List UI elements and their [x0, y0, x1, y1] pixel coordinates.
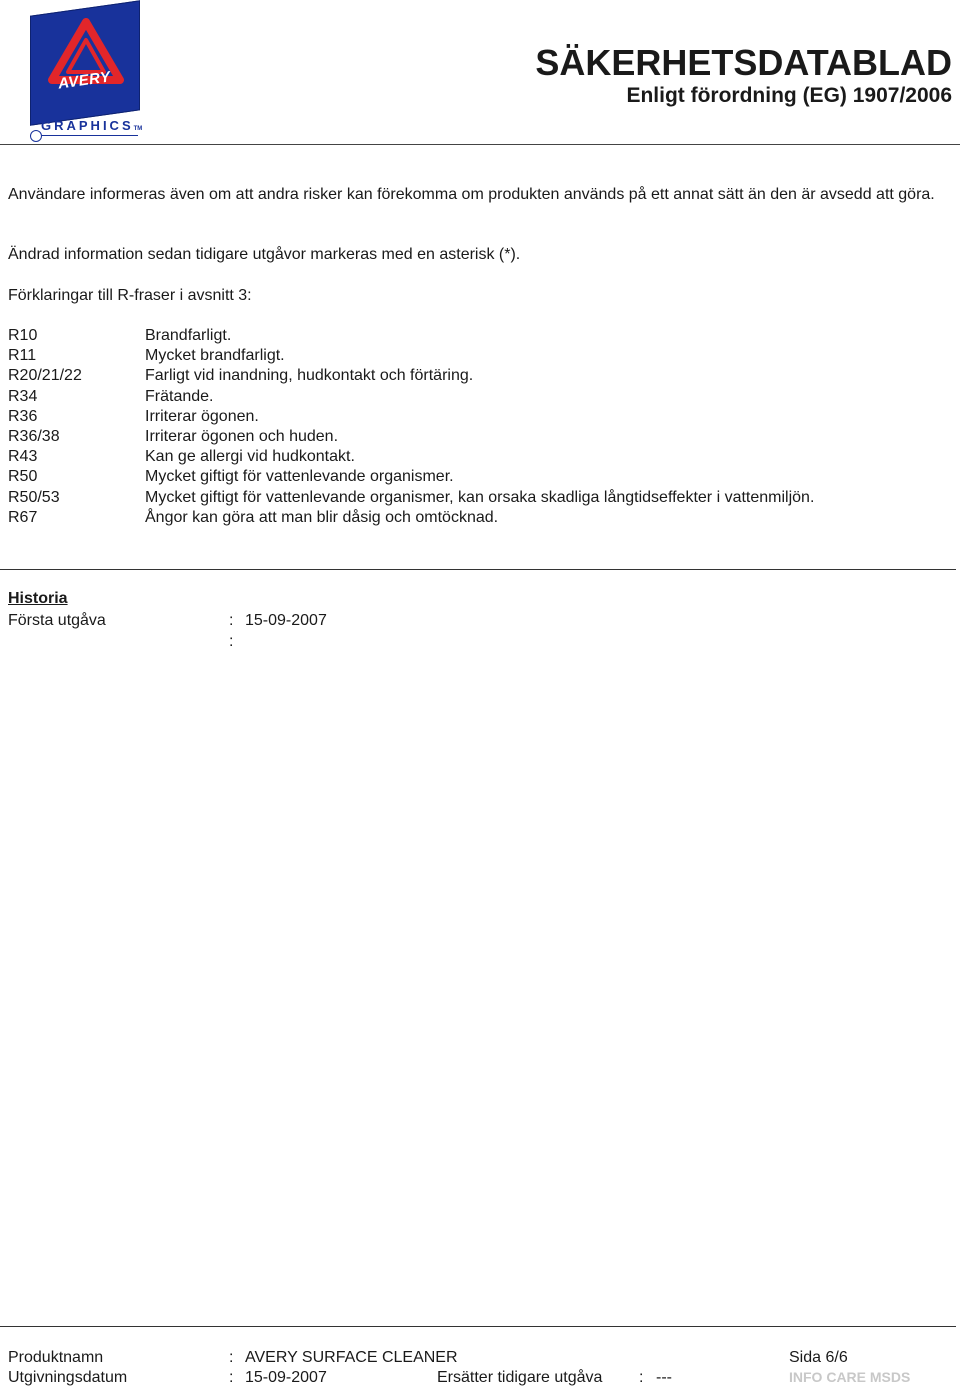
logo-graphics-text: GRAPHICSTM [41, 118, 143, 133]
r-phrase-code: R10 [8, 327, 38, 344]
first-edition-label: Första utgåva [8, 612, 106, 629]
r-phrase-text: Brandfarligt. [145, 327, 232, 344]
r-phrase-text: Mycket giftigt för vattenlevande organismer. [145, 468, 454, 486]
r-phrase-row [8, 447, 952, 467]
footer-product-colon: : [229, 1349, 234, 1366]
r-phrase-text: Farligt vid inandning, hudkontakt och förtäring. [145, 367, 474, 385]
r-phrase-row [8, 407, 952, 427]
r-phrase-text: Irriterar ögonen. [145, 407, 259, 425]
risk-notice-paragraph: Användare informeras även om att andra risker kan förekomma om produkten används på ett annat sätt än den är avsedd att göra. [8, 186, 935, 203]
footer-replaces-colon: : [639, 1369, 644, 1386]
r-phrase-row [8, 508, 952, 528]
footer-replaces-label: Ersätter tidigare utgåva [437, 1369, 603, 1386]
r-phrase-row [8, 387, 952, 407]
triangle-logo-icon [44, 18, 128, 102]
regulation-subtitle: Enligt förordning (EG) 1907/2006 [626, 84, 952, 107]
r-phrase-code: R43 [8, 448, 38, 466]
footer-issue-label: Utgivningsdatum [8, 1369, 128, 1386]
r-phrase-code: R50/53 [8, 488, 60, 506]
footer-replaces-value: --- [656, 1369, 672, 1386]
empty-field-colon: : [229, 633, 234, 650]
r-phrase-code: R34 [8, 387, 38, 405]
first-edition-colon: : [229, 612, 234, 629]
r-phrase-text: Frätande. [145, 387, 214, 405]
history-heading: Historia [8, 590, 68, 607]
document-title: SÄKERHETSDATABLAD [535, 42, 952, 83]
section-divider [0, 569, 956, 570]
r-phrase-row [8, 488, 952, 508]
first-edition-value: 15-09-2007 [245, 612, 327, 629]
r-phrase-text: Mycket giftigt för vattenlevande organismer, kan orsaka skadliga långtidseffekter i vattenmiljön. [145, 488, 815, 506]
footer-issue-colon: : [229, 1369, 234, 1386]
logo-brand-text: AVERY [57, 68, 112, 93]
r-phrase-code: R36/38 [8, 427, 60, 445]
r-phrase-row [8, 467, 952, 487]
r-phrase-code: R11 [8, 347, 37, 365]
r-phrase-text: Mycket brandfarligt. [145, 347, 285, 365]
page-header [0, 0, 960, 145]
footer-product-label: Produktnamn [8, 1349, 104, 1366]
footer-page-number: Sida 6/6 [789, 1349, 848, 1366]
r-phrase-text: Irriterar ögonen och huden. [145, 427, 339, 445]
r-phrase-code: R20/21/22 [8, 367, 82, 385]
footer-product-value: AVERY SURFACE CLEANER [245, 1349, 458, 1366]
r-phrase-code: R50 [8, 468, 38, 486]
footer-issue-value: 15-09-2007 [245, 1369, 327, 1386]
avery-graphics-logo [26, 2, 146, 142]
r-phrase-row [8, 326, 952, 346]
r-phrases-intro: Förklaringar till R-fraser i avsnitt 3: [8, 287, 252, 304]
r-phrase-row [8, 427, 952, 447]
r-phrase-text: Ångor kan göra att man blir dåsig och omtöcknad. [145, 508, 499, 526]
logo-underline [42, 135, 138, 136]
footer-divider [0, 1326, 956, 1327]
globe-icon [30, 130, 42, 142]
r-phrase-list [8, 326, 952, 528]
r-phrase-row [8, 366, 952, 386]
footer-msds-tag: INFO CARE MSDS [789, 1369, 911, 1385]
r-phrase-code: R67 [8, 508, 38, 526]
change-notice-paragraph: Ändrad information sedan tidigare utgåvor markeras med en asterisk (*). [8, 246, 521, 263]
r-phrase-text: Kan ge allergi vid hudkontakt. [145, 448, 355, 466]
r-phrase-row [8, 346, 952, 366]
r-phrase-code: R36 [8, 407, 38, 425]
